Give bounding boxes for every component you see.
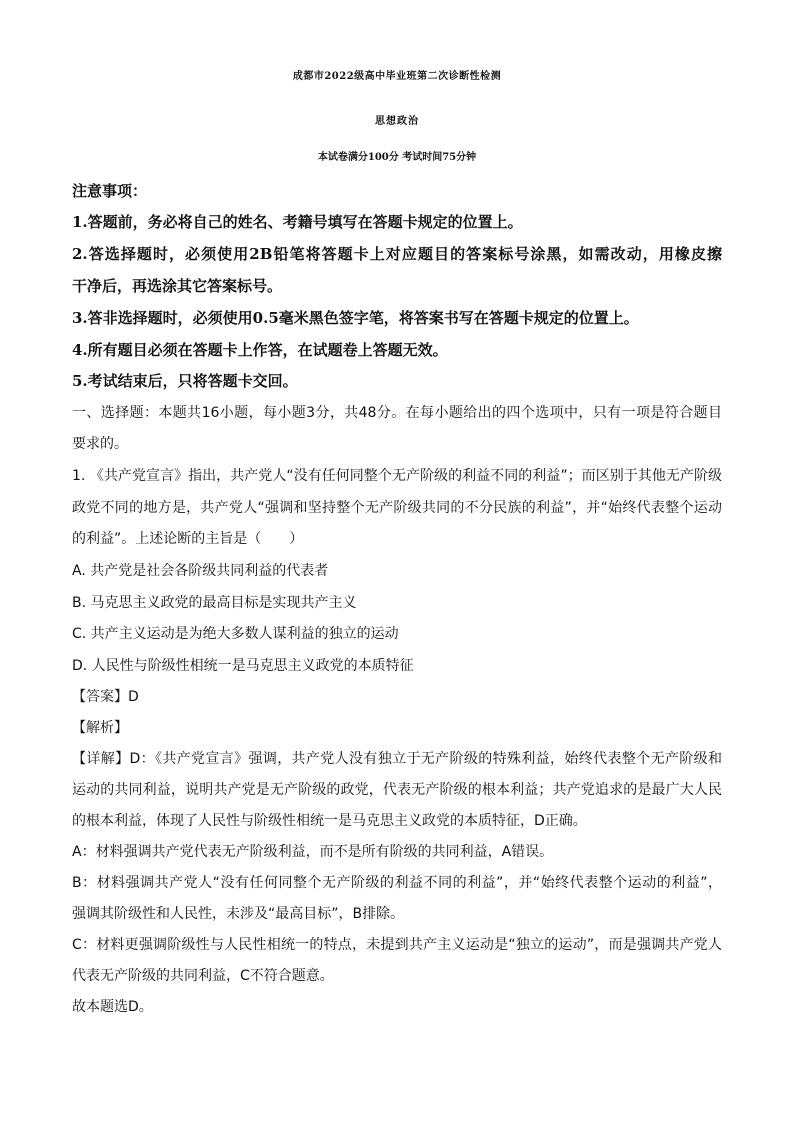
- notes-item: 1.答题前，务必将自己的姓名、考籍号填写在答题卡规定的位置上。: [72, 213, 523, 231]
- option-c-analysis: 代表无产阶级的共同利益，C不符合题意。: [72, 968, 334, 984]
- conclusion: 故本题选D。: [72, 999, 153, 1015]
- option-d: D. 人民性与阶级性相统一是马克思主义政党的本质特征: [72, 658, 414, 674]
- option-a-analysis: A：材料强调共产党代表无产阶级利益，而不是所有阶级的共同利益，A错误。: [72, 844, 554, 860]
- question-stem: 的利益”。上述论断的主旨是（ ）: [72, 531, 304, 547]
- option-c-analysis: C：材料更强调阶级性与人民性相统一的特点，未提到共产主义运动是“独立的运动”，而是强调共产党人: [72, 937, 722, 953]
- subject-title: 思想政治: [375, 116, 419, 127]
- answer-line: [72, 690, 139, 704]
- notes-item: 3.答非选择题时，必须使用0.5毫米黑色签字笔，将答案书写在答题卡规定的位置上。: [72, 309, 639, 327]
- option-b-analysis: B：材料强调共产党人“没有任何同整个无产阶级的利益不同的利益”，并“始终代表整个运动的利益”，: [72, 875, 722, 891]
- option-a: A. 共产党是社会各阶级共同利益的代表者: [72, 563, 329, 579]
- detail-line: 运动的共同利益，说明共产党是无产阶级的政党，代表无产阶级的根本利益；共产党追求的是最广大人民: [72, 782, 722, 798]
- page-title: 成都市2022级高中毕业班第二次诊断性检测: [292, 71, 502, 82]
- section-intro: 一、选择题：本题共16小题，每小题3分，共48分。在每小题给出的四个选项中，只有一项是符合题目: [72, 405, 722, 421]
- option-b-analysis: 强调其阶级性和人民性，未涉及“最高目标”，B排除。: [72, 906, 405, 922]
- notes-item: 干净后，再选涂其它答案标号。: [72, 277, 283, 295]
- detail-line: [72, 752, 722, 766]
- detail-line: 的根本利益，体现了人民性与阶级性相统一是马克思主义政党的本质特征，D正确。: [72, 813, 587, 829]
- option-c: C. 共产主义运动是为绝大多数人谋利益的独立的运动: [72, 626, 399, 642]
- answer-value: D: [128, 689, 139, 705]
- question-stem: 1. 《共产党宣言》指出，共产党人“没有任何同整个无产阶级的利益不同的利益”；而区别于其他无产阶级: [72, 468, 722, 484]
- section-intro: 要求的。: [72, 436, 128, 452]
- option-b: B. 马克思主义政党的最高目标是实现共产主义: [72, 595, 357, 611]
- notes-item: 5.考试结束后，只将答题卡交回。: [72, 372, 298, 390]
- detail-tag: 【详解】: [72, 751, 130, 767]
- notes-heading: 注意事项：: [72, 182, 148, 200]
- detail-text: D：《共产党宣言》强调，共产党人没有独立于无产阶级的特殊利益，始终代表整个无产阶级和: [129, 751, 723, 767]
- question-stem: 政党不同的地方是，共产党人“强调和坚持整个无产阶级共同的不分民族的利益”，并“始终代表整个运动: [72, 500, 722, 516]
- exam-info: 本试卷满分100分 考试时间75分钟: [317, 152, 477, 163]
- notes-item: 2.答选择题时，必须使用2B铅笔将答题卡上对应题目的答案标号涂黑，如需改动，用橡皮擦: [72, 245, 722, 263]
- analysis-tag: 【解析】: [72, 720, 128, 736]
- notes-item: 4.所有题目必须在答题卡上作答，在试题卷上答题无效。: [72, 341, 448, 359]
- answer-tag: 【答案】: [72, 689, 128, 705]
